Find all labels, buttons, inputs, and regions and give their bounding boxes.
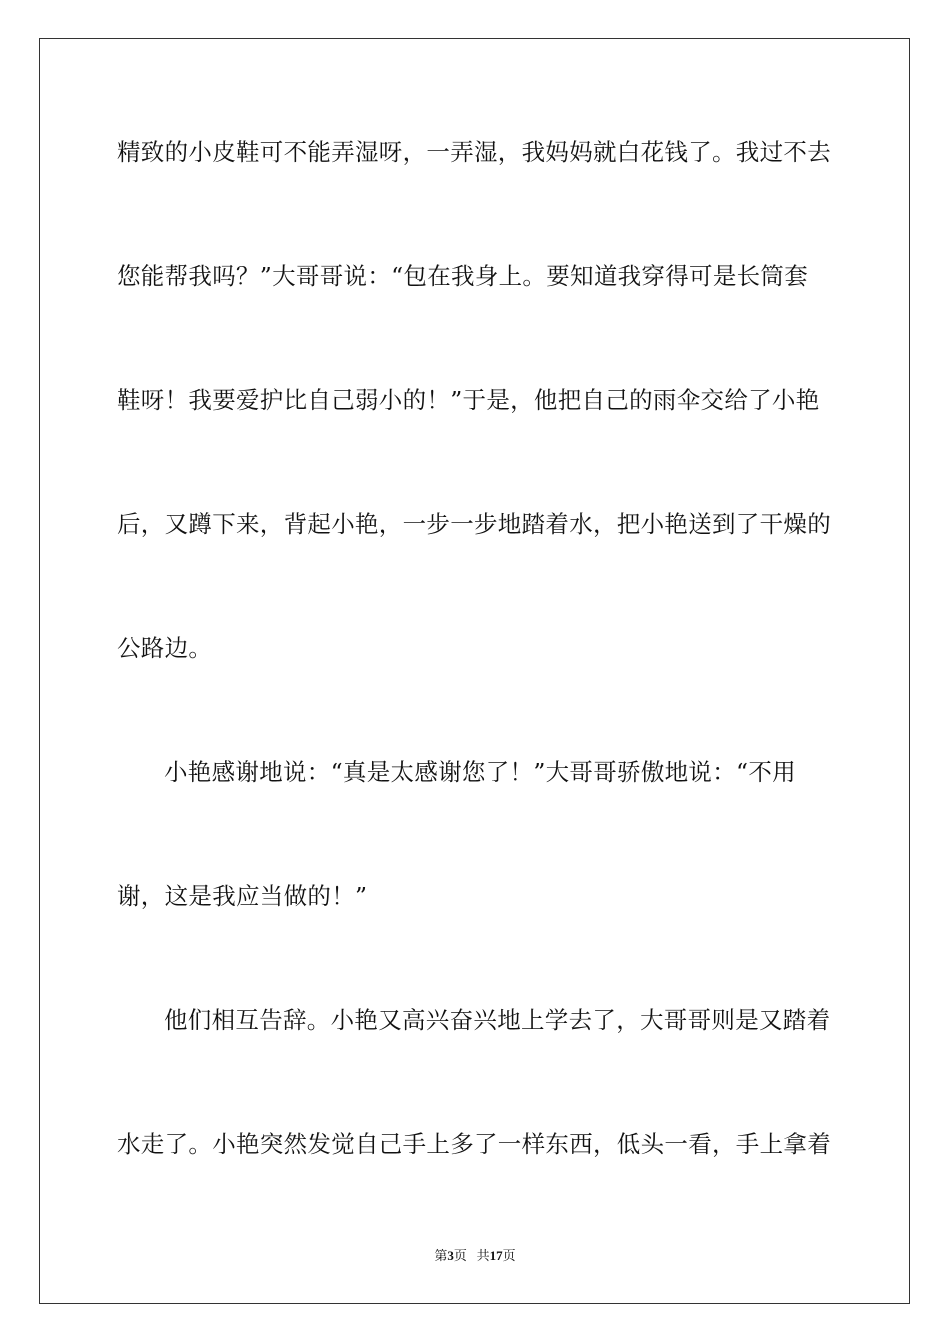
total-suffix: 页 [502,1248,516,1263]
total-prefix: 共 [476,1248,490,1263]
page-suffix: 页 [453,1248,467,1263]
text-line-2: 您能帮我吗？”大哥哥说：“包在我身上。要知道我穿得可是长筒套 [117,262,809,290]
text-line-5: 公路边。 [117,634,213,662]
total-pages: 17 [489,1248,503,1263]
text-line-7: 谢，这是我应当做的！” [117,882,368,910]
page-number: 3 [447,1248,454,1263]
page-prefix: 第 [434,1248,448,1263]
text-line-4: 后，又蹲下来，背起小艳，一步一步地踏着水，把小艳送到了干燥的 [117,510,831,538]
text-line-8: 他们相互告辞。小艳又高兴奋兴地上学去了，大哥哥则是又踏着 [164,1006,831,1034]
text-line-6: 小艳感谢地说：“真是太感谢您了！”大哥哥骄傲地说：“不用 [164,758,796,786]
page-footer [0,1247,950,1265]
text-line-1: 精致的小皮鞋可不能弄湿呀，一弄湿，我妈妈就白花钱了。我过不去 [117,138,831,166]
text-line-3: 鞋呀！我要爱护比自己弱小的！”于是，他把自己的雨伞交给了小艳 [117,386,820,414]
page-border [39,38,910,1304]
text-line-9: 水走了。小艳突然发觉自己手上多了一样东西，低头一看，手上拿着 [117,1130,831,1158]
